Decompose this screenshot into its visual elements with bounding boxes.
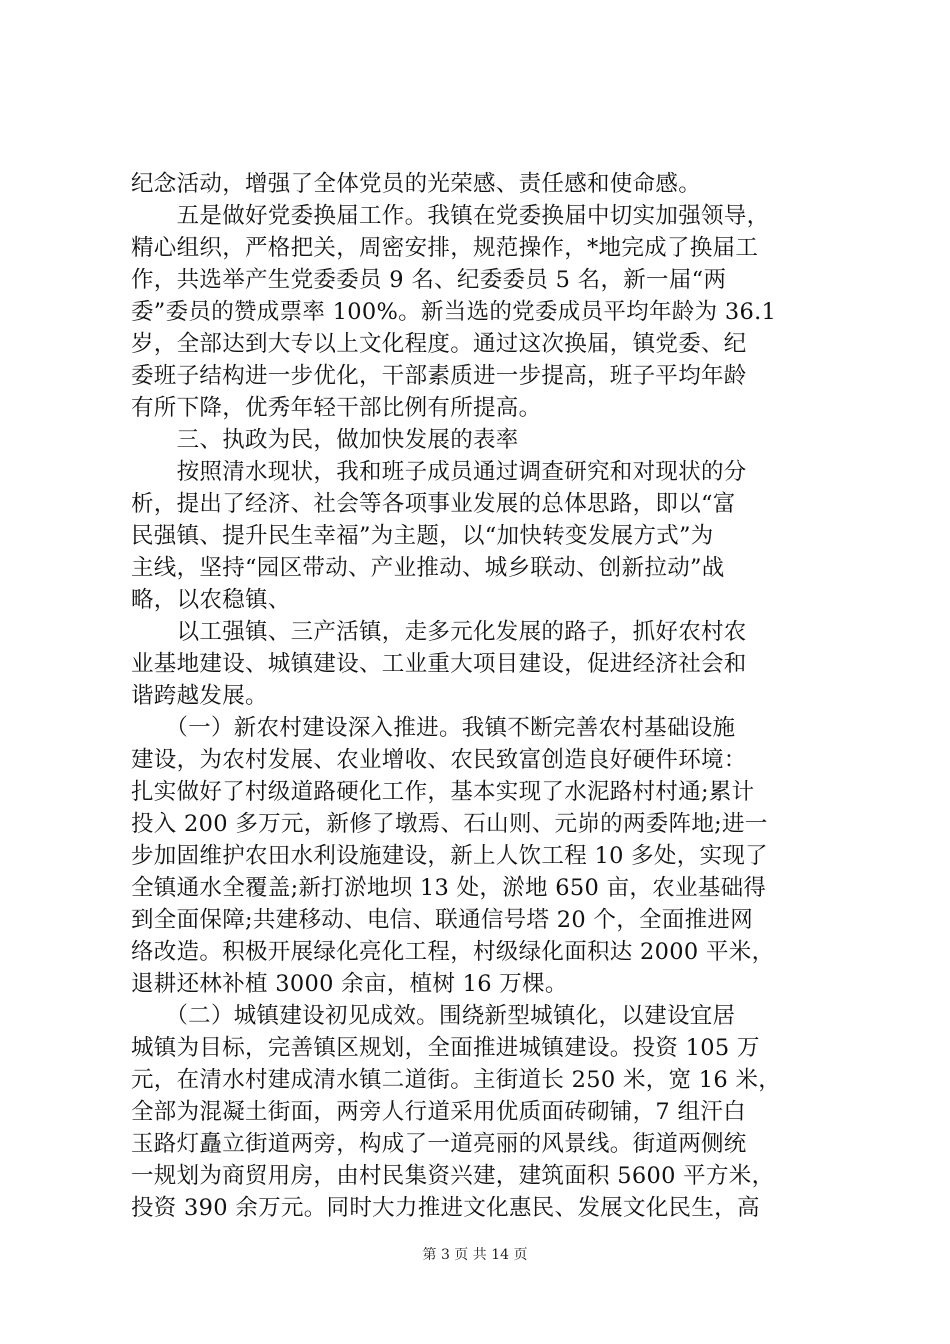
text-line: 有所下降，优秀年轻干部比例有所提高。	[131, 395, 542, 421]
text-line: 主线，坚持“园区带动、产业推动、城乡联动、创新拉动”战	[131, 555, 725, 581]
text-line: 五是做好党委换届工作。我镇在党委换届中切实加强领导，	[131, 203, 770, 229]
text-line: 按照清水现状，我和班子成员通过调查研究和对现状的分	[131, 459, 747, 485]
text-line: 精心组织，严格把关，周密安排，规范操作，*地完成了换届工	[131, 235, 759, 261]
text-line: （二）城镇建设初见成效。围绕新型城镇化，以建设宜居	[131, 1003, 736, 1029]
text-line: 一规划为商贸用房，由村民集资兴建，建筑面积 5600 平方米，	[131, 1163, 775, 1189]
text-line: 委”委员的赞成票率 100%。新当选的党委成员平均年龄为 36.1	[131, 299, 777, 325]
text-line: 扎实做好了村级道路硬化工作，基本实现了水泥路村村通;累计	[131, 779, 755, 805]
text-line: 全部为混凝土街面，两旁人行道采用优质面砖砌铺，7 组汗白	[131, 1099, 746, 1125]
text-line: 退耕还林补植 3000 余亩，植树 16 万棵。	[131, 971, 568, 997]
text-line: 投资 390 余万元。同时大力推进文化惠民、发展文化民生，高	[131, 1195, 760, 1221]
text-line: 络改造。积极开展绿化亮化工程，村级绿化面积达 2000 平米，	[131, 939, 775, 965]
text-line: 步加固维护农田水利设施建设，新上人饮工程 10 多处，实现了	[131, 843, 768, 869]
text-line: （一）新农村建设深入推进。我镇不断完善农村基础设施	[131, 715, 736, 741]
text-line: 以工强镇、三产活镇，走多元化发展的路子，抓好农村农	[131, 619, 747, 645]
text-line: 委班子结构进一步优化，干部素质进一步提高，班子平均年龄	[131, 363, 747, 389]
page-footer: 第 3 页 共 14 页	[422, 1247, 528, 1263]
text-line: 投入 200 多万元，新修了墩焉、石山则、元峁的两委阵地;进一	[131, 811, 768, 837]
body-text	[131, 168, 835, 1224]
text-line: 元，在清水村建成清水镇二道街。主街道长 250 米，宽 16 米，	[131, 1067, 782, 1093]
text-line: 岁，全部达到大专以上文化程度。通过这次换届，镇党委、纪	[131, 331, 747, 357]
text-line: 民强镇、提升民生幸福”为主题，以“加快转变发展方式”为	[131, 523, 714, 549]
text-line: 作，共选举产生党委委员 9 名、纪委委员 5 名，新一届“两	[131, 267, 727, 293]
text-line: 纪念活动，增强了全体党员的光荣感、责任感和使命感。	[131, 171, 702, 197]
text-line: 业基地建设、城镇建设、工业重大项目建设，促进经济社会和	[131, 651, 747, 677]
text-line: 建设，为农村发展、农业增收、农民致富创造良好硬件环境：	[131, 747, 747, 773]
text-line: 谐跨越发展。	[131, 683, 268, 709]
text-line: 全镇通水全覆盖;新打淤地坝 13 处，淤地 650 亩，农业基础得	[131, 875, 767, 901]
text-line: 玉路灯矗立街道两旁，构成了一道亮丽的风景线。街道两侧统	[131, 1131, 747, 1157]
text-line: 略，以农稳镇、	[131, 587, 291, 613]
text-line: 到全面保障;共建移动、电信、联通信号塔 20 个，全面推进网	[131, 907, 754, 933]
text-line: 析，提出了经济、社会等各项事业发展的总体思路，即以“富	[131, 491, 736, 517]
text-line: 城镇为目标，完善镇区规划，全面推进城镇建设。投资 105 万	[131, 1035, 760, 1061]
text-line: 三、执政为民，做加快发展的表率	[131, 427, 519, 453]
